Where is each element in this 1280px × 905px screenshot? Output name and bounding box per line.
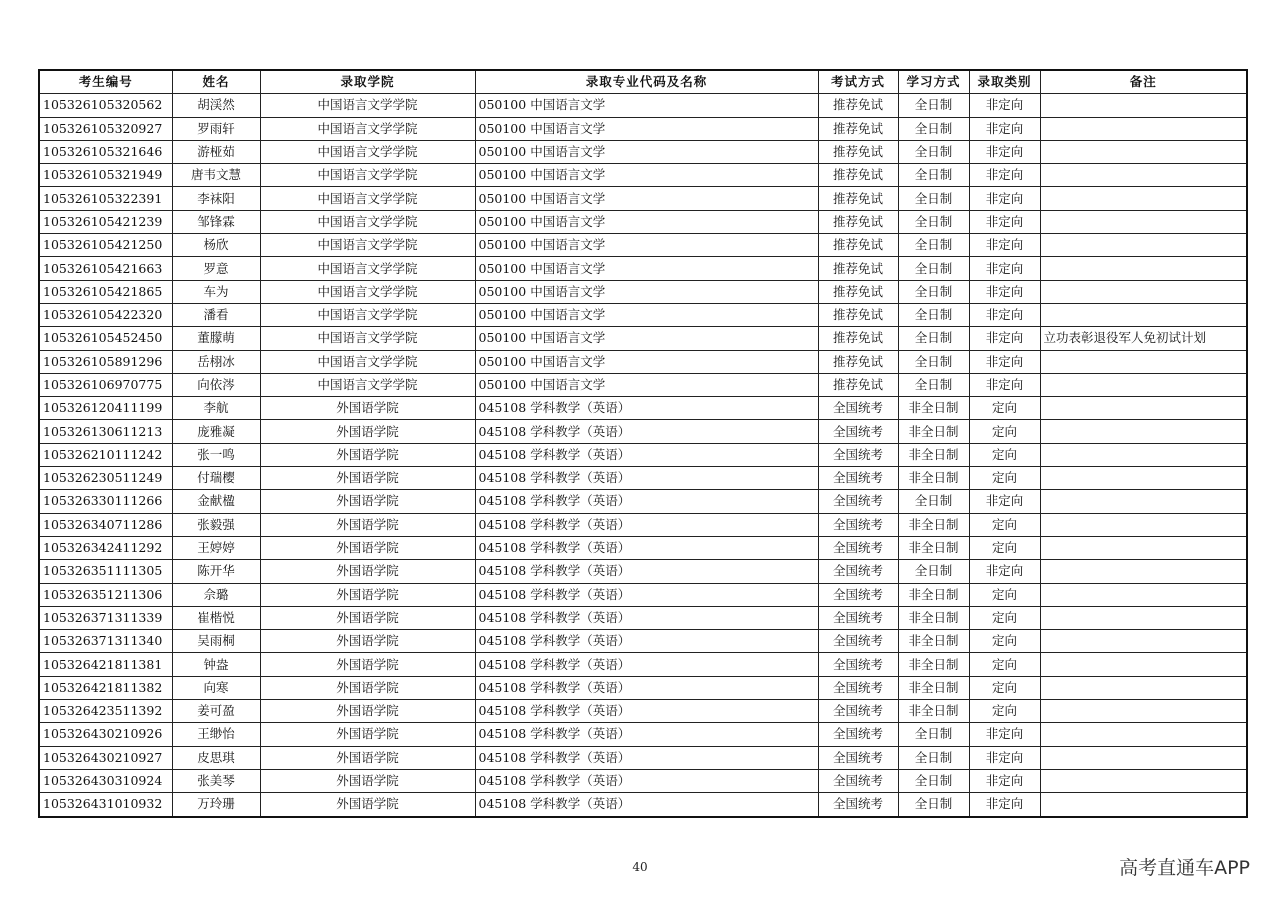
table-row — [39, 769, 1247, 792]
cell-candidate-id: 105326120411199 — [39, 397, 172, 420]
cell-major: 050100 中国语言文学 — [475, 327, 818, 350]
cell-college: 外国语学院 — [260, 583, 475, 606]
cell-remarks — [1040, 676, 1247, 699]
cell-college: 外国语学院 — [260, 513, 475, 536]
cell-study-mode: 全日制 — [898, 303, 969, 326]
cell-admission-type: 定向 — [969, 583, 1040, 606]
cell-college: 中国语言文学学院 — [260, 164, 475, 187]
cell-exam-method: 推荐免试 — [818, 164, 898, 187]
table-row — [39, 793, 1247, 817]
header-exam-method: 考试方式 — [818, 70, 898, 94]
cell-major: 045108 学科教学（英语） — [475, 560, 818, 583]
cell-candidate-id: 105326430210927 — [39, 746, 172, 769]
cell-name: 吴雨桐 — [172, 630, 260, 653]
cell-remarks — [1040, 397, 1247, 420]
cell-candidate-id: 105326342411292 — [39, 536, 172, 559]
cell-study-mode: 全日制 — [898, 327, 969, 350]
cell-exam-method: 全国统考 — [818, 676, 898, 699]
cell-study-mode: 全日制 — [898, 793, 969, 817]
cell-remarks — [1040, 117, 1247, 140]
table-row — [39, 257, 1247, 280]
table-row — [39, 140, 1247, 163]
cell-remarks — [1040, 769, 1247, 792]
cell-study-mode: 全日制 — [898, 210, 969, 233]
cell-college: 中国语言文学学院 — [260, 373, 475, 396]
cell-admission-type: 定向 — [969, 397, 1040, 420]
cell-study-mode: 非全日制 — [898, 676, 969, 699]
cell-admission-type: 非定向 — [969, 280, 1040, 303]
cell-remarks — [1040, 187, 1247, 210]
cell-remarks — [1040, 280, 1247, 303]
cell-candidate-id: 105326431010932 — [39, 793, 172, 817]
cell-study-mode: 全日制 — [898, 187, 969, 210]
cell-exam-method: 全国统考 — [818, 583, 898, 606]
cell-admission-type: 非定向 — [969, 140, 1040, 163]
cell-remarks: 立功表彰退役军人免初试计划 — [1040, 327, 1247, 350]
watermark: 高考直通车APP — [1119, 857, 1250, 879]
table-row — [39, 583, 1247, 606]
cell-study-mode: 非全日制 — [898, 443, 969, 466]
cell-college: 中国语言文学学院 — [260, 234, 475, 257]
table-row — [39, 350, 1247, 373]
table-row — [39, 420, 1247, 443]
cell-college: 中国语言文学学院 — [260, 117, 475, 140]
cell-name: 崔楷悦 — [172, 606, 260, 629]
cell-major: 050100 中国语言文学 — [475, 210, 818, 233]
table-row — [39, 117, 1247, 140]
cell-major: 050100 中国语言文学 — [475, 350, 818, 373]
cell-admission-type: 定向 — [969, 676, 1040, 699]
cell-college: 外国语学院 — [260, 606, 475, 629]
cell-major: 045108 学科教学（英语） — [475, 723, 818, 746]
cell-remarks — [1040, 723, 1247, 746]
cell-study-mode: 全日制 — [898, 117, 969, 140]
cell-major: 050100 中国语言文学 — [475, 303, 818, 326]
cell-exam-method: 全国统考 — [818, 560, 898, 583]
header-remarks: 备注 — [1040, 70, 1247, 94]
cell-college: 外国语学院 — [260, 536, 475, 559]
cell-college: 外国语学院 — [260, 630, 475, 653]
cell-major: 045108 学科教学（英语） — [475, 443, 818, 466]
cell-study-mode: 非全日制 — [898, 583, 969, 606]
cell-exam-method: 推荐免试 — [818, 257, 898, 280]
cell-admission-type: 非定向 — [969, 117, 1040, 140]
cell-admission-type: 非定向 — [969, 187, 1040, 210]
cell-remarks — [1040, 583, 1247, 606]
cell-name: 向依涔 — [172, 373, 260, 396]
cell-exam-method: 全国统考 — [818, 769, 898, 792]
cell-exam-method: 全国统考 — [818, 630, 898, 653]
cell-candidate-id: 105326371311339 — [39, 606, 172, 629]
table-row — [39, 303, 1247, 326]
cell-admission-type: 定向 — [969, 700, 1040, 723]
cell-candidate-id: 105326105421250 — [39, 234, 172, 257]
cell-exam-method: 推荐免试 — [818, 350, 898, 373]
table-row — [39, 327, 1247, 350]
cell-remarks — [1040, 164, 1247, 187]
cell-college: 中国语言文学学院 — [260, 187, 475, 210]
table-row — [39, 676, 1247, 699]
cell-college: 中国语言文学学院 — [260, 94, 475, 117]
cell-major: 045108 学科教学（英语） — [475, 630, 818, 653]
cell-candidate-id: 105326430210926 — [39, 723, 172, 746]
cell-candidate-id: 105326105421865 — [39, 280, 172, 303]
cell-name: 唐韦文慧 — [172, 164, 260, 187]
cell-major: 045108 学科教学（英语） — [475, 769, 818, 792]
cell-study-mode: 非全日制 — [898, 606, 969, 629]
cell-study-mode: 全日制 — [898, 280, 969, 303]
cell-major: 050100 中国语言文学 — [475, 257, 818, 280]
cell-exam-method: 全国统考 — [818, 606, 898, 629]
cell-major: 045108 学科教学（英语） — [475, 536, 818, 559]
cell-major: 045108 学科教学（英语） — [475, 676, 818, 699]
cell-exam-method: 推荐免试 — [818, 280, 898, 303]
cell-study-mode: 非全日制 — [898, 630, 969, 653]
cell-major: 050100 中国语言文学 — [475, 280, 818, 303]
cell-remarks — [1040, 653, 1247, 676]
cell-name: 胡渓然 — [172, 94, 260, 117]
cell-study-mode: 非全日制 — [898, 467, 969, 490]
cell-name: 皮思琪 — [172, 746, 260, 769]
table-row — [39, 606, 1247, 629]
table-row — [39, 280, 1247, 303]
cell-name: 陈开华 — [172, 560, 260, 583]
cell-admission-type: 非定向 — [969, 723, 1040, 746]
cell-exam-method: 全国统考 — [818, 443, 898, 466]
cell-study-mode: 非全日制 — [898, 536, 969, 559]
cell-candidate-id: 105326105422320 — [39, 303, 172, 326]
cell-study-mode: 全日制 — [898, 769, 969, 792]
cell-remarks — [1040, 443, 1247, 466]
cell-admission-type: 非定向 — [969, 234, 1040, 257]
cell-remarks — [1040, 513, 1247, 536]
cell-major: 050100 中国语言文学 — [475, 117, 818, 140]
cell-name: 李袜阳 — [172, 187, 260, 210]
cell-study-mode: 全日制 — [898, 723, 969, 746]
cell-major: 045108 学科教学（英语） — [475, 397, 818, 420]
table-row — [39, 536, 1247, 559]
table-row — [39, 630, 1247, 653]
cell-candidate-id: 105326421811382 — [39, 676, 172, 699]
cell-candidate-id: 105326106970775 — [39, 373, 172, 396]
cell-admission-type: 非定向 — [969, 793, 1040, 817]
cell-study-mode: 非全日制 — [898, 513, 969, 536]
cell-candidate-id: 105326130611213 — [39, 420, 172, 443]
cell-remarks — [1040, 210, 1247, 233]
table-header-row — [39, 70, 1247, 94]
cell-college: 外国语学院 — [260, 490, 475, 513]
cell-major: 045108 学科教学（英语） — [475, 653, 818, 676]
cell-candidate-id: 105326105891296 — [39, 350, 172, 373]
cell-name: 邹锋霖 — [172, 210, 260, 233]
cell-college: 外国语学院 — [260, 560, 475, 583]
cell-exam-method: 全国统考 — [818, 490, 898, 513]
cell-exam-method: 全国统考 — [818, 467, 898, 490]
cell-study-mode: 非全日制 — [898, 653, 969, 676]
cell-study-mode: 全日制 — [898, 140, 969, 163]
cell-candidate-id: 105326105322391 — [39, 187, 172, 210]
cell-exam-method: 推荐免试 — [818, 234, 898, 257]
cell-name: 向寒 — [172, 676, 260, 699]
cell-major: 045108 学科教学（英语） — [475, 793, 818, 817]
cell-admission-type: 定向 — [969, 513, 1040, 536]
cell-candidate-id: 105326105421663 — [39, 257, 172, 280]
table-row — [39, 490, 1247, 513]
cell-college: 外国语学院 — [260, 723, 475, 746]
cell-admission-type: 非定向 — [969, 490, 1040, 513]
cell-admission-type: 定向 — [969, 653, 1040, 676]
cell-admission-type: 定向 — [969, 420, 1040, 443]
cell-name: 李航 — [172, 397, 260, 420]
cell-remarks — [1040, 94, 1247, 117]
cell-college: 外国语学院 — [260, 397, 475, 420]
table-row — [39, 560, 1247, 583]
cell-college: 中国语言文学学院 — [260, 257, 475, 280]
cell-name: 张一鸣 — [172, 443, 260, 466]
cell-admission-type: 定向 — [969, 443, 1040, 466]
cell-major: 050100 中国语言文学 — [475, 140, 818, 163]
cell-remarks — [1040, 303, 1247, 326]
cell-college: 外国语学院 — [260, 653, 475, 676]
cell-college: 外国语学院 — [260, 769, 475, 792]
table-row — [39, 467, 1247, 490]
cell-major: 050100 中国语言文学 — [475, 94, 818, 117]
cell-study-mode: 全日制 — [898, 490, 969, 513]
cell-college: 中国语言文学学院 — [260, 303, 475, 326]
cell-candidate-id: 105326351111305 — [39, 560, 172, 583]
cell-study-mode: 全日制 — [898, 746, 969, 769]
cell-exam-method: 全国统考 — [818, 700, 898, 723]
cell-remarks — [1040, 536, 1247, 559]
header-college: 录取学院 — [260, 70, 475, 94]
cell-study-mode: 全日制 — [898, 234, 969, 257]
cell-name: 潘看 — [172, 303, 260, 326]
cell-name: 钟盎 — [172, 653, 260, 676]
cell-college: 中国语言文学学院 — [260, 350, 475, 373]
cell-name: 罗意 — [172, 257, 260, 280]
header-major: 录取专业代码及名称 — [475, 70, 818, 94]
cell-exam-method: 推荐免试 — [818, 140, 898, 163]
cell-name: 佘璐 — [172, 583, 260, 606]
cell-exam-method: 全国统考 — [818, 420, 898, 443]
table-row — [39, 234, 1247, 257]
cell-college: 外国语学院 — [260, 700, 475, 723]
table-row — [39, 373, 1247, 396]
cell-exam-method: 推荐免试 — [818, 303, 898, 326]
cell-college: 中国语言文学学院 — [260, 280, 475, 303]
cell-remarks — [1040, 373, 1247, 396]
cell-admission-type: 非定向 — [969, 327, 1040, 350]
cell-major: 050100 中国语言文学 — [475, 164, 818, 187]
cell-candidate-id: 105326105452450 — [39, 327, 172, 350]
cell-name: 罗雨轩 — [172, 117, 260, 140]
cell-major: 045108 学科教学（英语） — [475, 746, 818, 769]
table-row — [39, 653, 1247, 676]
cell-admission-type: 定向 — [969, 630, 1040, 653]
cell-remarks — [1040, 700, 1247, 723]
cell-candidate-id: 105326105320927 — [39, 117, 172, 140]
cell-admission-type: 定向 — [969, 467, 1040, 490]
cell-remarks — [1040, 350, 1247, 373]
cell-remarks — [1040, 606, 1247, 629]
header-candidate-id: 考生编号 — [39, 70, 172, 94]
cell-study-mode: 非全日制 — [898, 420, 969, 443]
cell-admission-type: 非定向 — [969, 94, 1040, 117]
cell-admission-type: 定向 — [969, 606, 1040, 629]
cell-name: 金献楹 — [172, 490, 260, 513]
cell-remarks — [1040, 234, 1247, 257]
cell-name: 董朦萌 — [172, 327, 260, 350]
cell-college: 中国语言文学学院 — [260, 210, 475, 233]
cell-candidate-id: 105326371311340 — [39, 630, 172, 653]
page-number: 40 — [632, 860, 648, 874]
cell-major: 045108 学科教学（英语） — [475, 700, 818, 723]
header-name: 姓名 — [172, 70, 260, 94]
cell-candidate-id: 105326423511392 — [39, 700, 172, 723]
cell-candidate-id: 105326351211306 — [39, 583, 172, 606]
cell-name: 杨欣 — [172, 234, 260, 257]
cell-major: 050100 中国语言文学 — [475, 234, 818, 257]
cell-candidate-id: 105326430310924 — [39, 769, 172, 792]
cell-exam-method: 全国统考 — [818, 513, 898, 536]
cell-admission-type: 非定向 — [969, 746, 1040, 769]
table-row — [39, 397, 1247, 420]
table-row — [39, 187, 1247, 210]
cell-candidate-id: 105326105421239 — [39, 210, 172, 233]
cell-college: 外国语学院 — [260, 793, 475, 817]
cell-exam-method: 推荐免试 — [818, 117, 898, 140]
table-row — [39, 723, 1247, 746]
cell-name: 张美琴 — [172, 769, 260, 792]
table-row — [39, 746, 1247, 769]
admission-table — [38, 69, 1248, 818]
cell-major: 050100 中国语言文学 — [475, 187, 818, 210]
header-study-mode: 学习方式 — [898, 70, 969, 94]
cell-exam-method: 推荐免试 — [818, 94, 898, 117]
cell-college: 外国语学院 — [260, 443, 475, 466]
cell-admission-type: 非定向 — [969, 769, 1040, 792]
cell-admission-type: 非定向 — [969, 373, 1040, 396]
table-row — [39, 164, 1247, 187]
cell-exam-method: 全国统考 — [818, 653, 898, 676]
cell-candidate-id: 105326340711286 — [39, 513, 172, 536]
cell-name: 王缈怡 — [172, 723, 260, 746]
cell-exam-method: 全国统考 — [818, 746, 898, 769]
cell-exam-method: 全国统考 — [818, 793, 898, 817]
cell-study-mode: 非全日制 — [898, 397, 969, 420]
cell-admission-type: 非定向 — [969, 257, 1040, 280]
cell-study-mode: 全日制 — [898, 373, 969, 396]
cell-remarks — [1040, 257, 1247, 280]
cell-remarks — [1040, 793, 1247, 817]
cell-name: 庞雅凝 — [172, 420, 260, 443]
cell-candidate-id: 105326210111242 — [39, 443, 172, 466]
cell-admission-type: 非定向 — [969, 210, 1040, 233]
cell-name: 付瑞樱 — [172, 467, 260, 490]
cell-major: 045108 学科教学（英语） — [475, 420, 818, 443]
cell-remarks — [1040, 420, 1247, 443]
cell-candidate-id: 105326105320562 — [39, 94, 172, 117]
cell-name: 岳栩冰 — [172, 350, 260, 373]
cell-candidate-id: 105326105321949 — [39, 164, 172, 187]
cell-remarks — [1040, 746, 1247, 769]
cell-major: 045108 学科教学（英语） — [475, 606, 818, 629]
cell-name: 张毅强 — [172, 513, 260, 536]
cell-candidate-id: 105326421811381 — [39, 653, 172, 676]
cell-admission-type: 非定向 — [969, 303, 1040, 326]
cell-exam-method: 推荐免试 — [818, 327, 898, 350]
cell-study-mode: 非全日制 — [898, 700, 969, 723]
cell-study-mode: 全日制 — [898, 257, 969, 280]
cell-candidate-id: 105326105321646 — [39, 140, 172, 163]
cell-college: 中国语言文学学院 — [260, 327, 475, 350]
cell-major: 045108 学科教学（英语） — [475, 583, 818, 606]
cell-college: 外国语学院 — [260, 746, 475, 769]
cell-major: 045108 学科教学（英语） — [475, 490, 818, 513]
cell-exam-method: 全国统考 — [818, 723, 898, 746]
cell-name: 车为 — [172, 280, 260, 303]
table-row — [39, 210, 1247, 233]
cell-exam-method: 全国统考 — [818, 397, 898, 420]
cell-name: 王婷婷 — [172, 536, 260, 559]
cell-name: 万玲珊 — [172, 793, 260, 817]
cell-exam-method: 推荐免试 — [818, 210, 898, 233]
cell-college: 中国语言文学学院 — [260, 140, 475, 163]
cell-college: 外国语学院 — [260, 676, 475, 699]
cell-admission-type: 非定向 — [969, 560, 1040, 583]
cell-admission-type: 非定向 — [969, 164, 1040, 187]
cell-remarks — [1040, 560, 1247, 583]
table-row — [39, 443, 1247, 466]
cell-remarks — [1040, 490, 1247, 513]
header-admission-type: 录取类别 — [969, 70, 1040, 94]
cell-candidate-id: 105326230511249 — [39, 467, 172, 490]
cell-remarks — [1040, 467, 1247, 490]
cell-exam-method: 推荐免试 — [818, 373, 898, 396]
cell-exam-method: 全国统考 — [818, 536, 898, 559]
cell-study-mode: 全日制 — [898, 560, 969, 583]
cell-study-mode: 全日制 — [898, 164, 969, 187]
cell-college: 外国语学院 — [260, 420, 475, 443]
cell-major: 045108 学科教学（英语） — [475, 513, 818, 536]
table-row — [39, 513, 1247, 536]
table-row — [39, 94, 1247, 117]
cell-study-mode: 全日制 — [898, 94, 969, 117]
cell-college: 外国语学院 — [260, 467, 475, 490]
cell-name: 姜可盈 — [172, 700, 260, 723]
cell-admission-type: 非定向 — [969, 350, 1040, 373]
table-row — [39, 700, 1247, 723]
cell-admission-type: 定向 — [969, 536, 1040, 559]
cell-study-mode: 全日制 — [898, 350, 969, 373]
cell-name: 游桠茹 — [172, 140, 260, 163]
cell-candidate-id: 105326330111266 — [39, 490, 172, 513]
cell-major: 050100 中国语言文学 — [475, 373, 818, 396]
cell-major: 045108 学科教学（英语） — [475, 467, 818, 490]
cell-exam-method: 推荐免试 — [818, 187, 898, 210]
cell-remarks — [1040, 140, 1247, 163]
cell-remarks — [1040, 630, 1247, 653]
